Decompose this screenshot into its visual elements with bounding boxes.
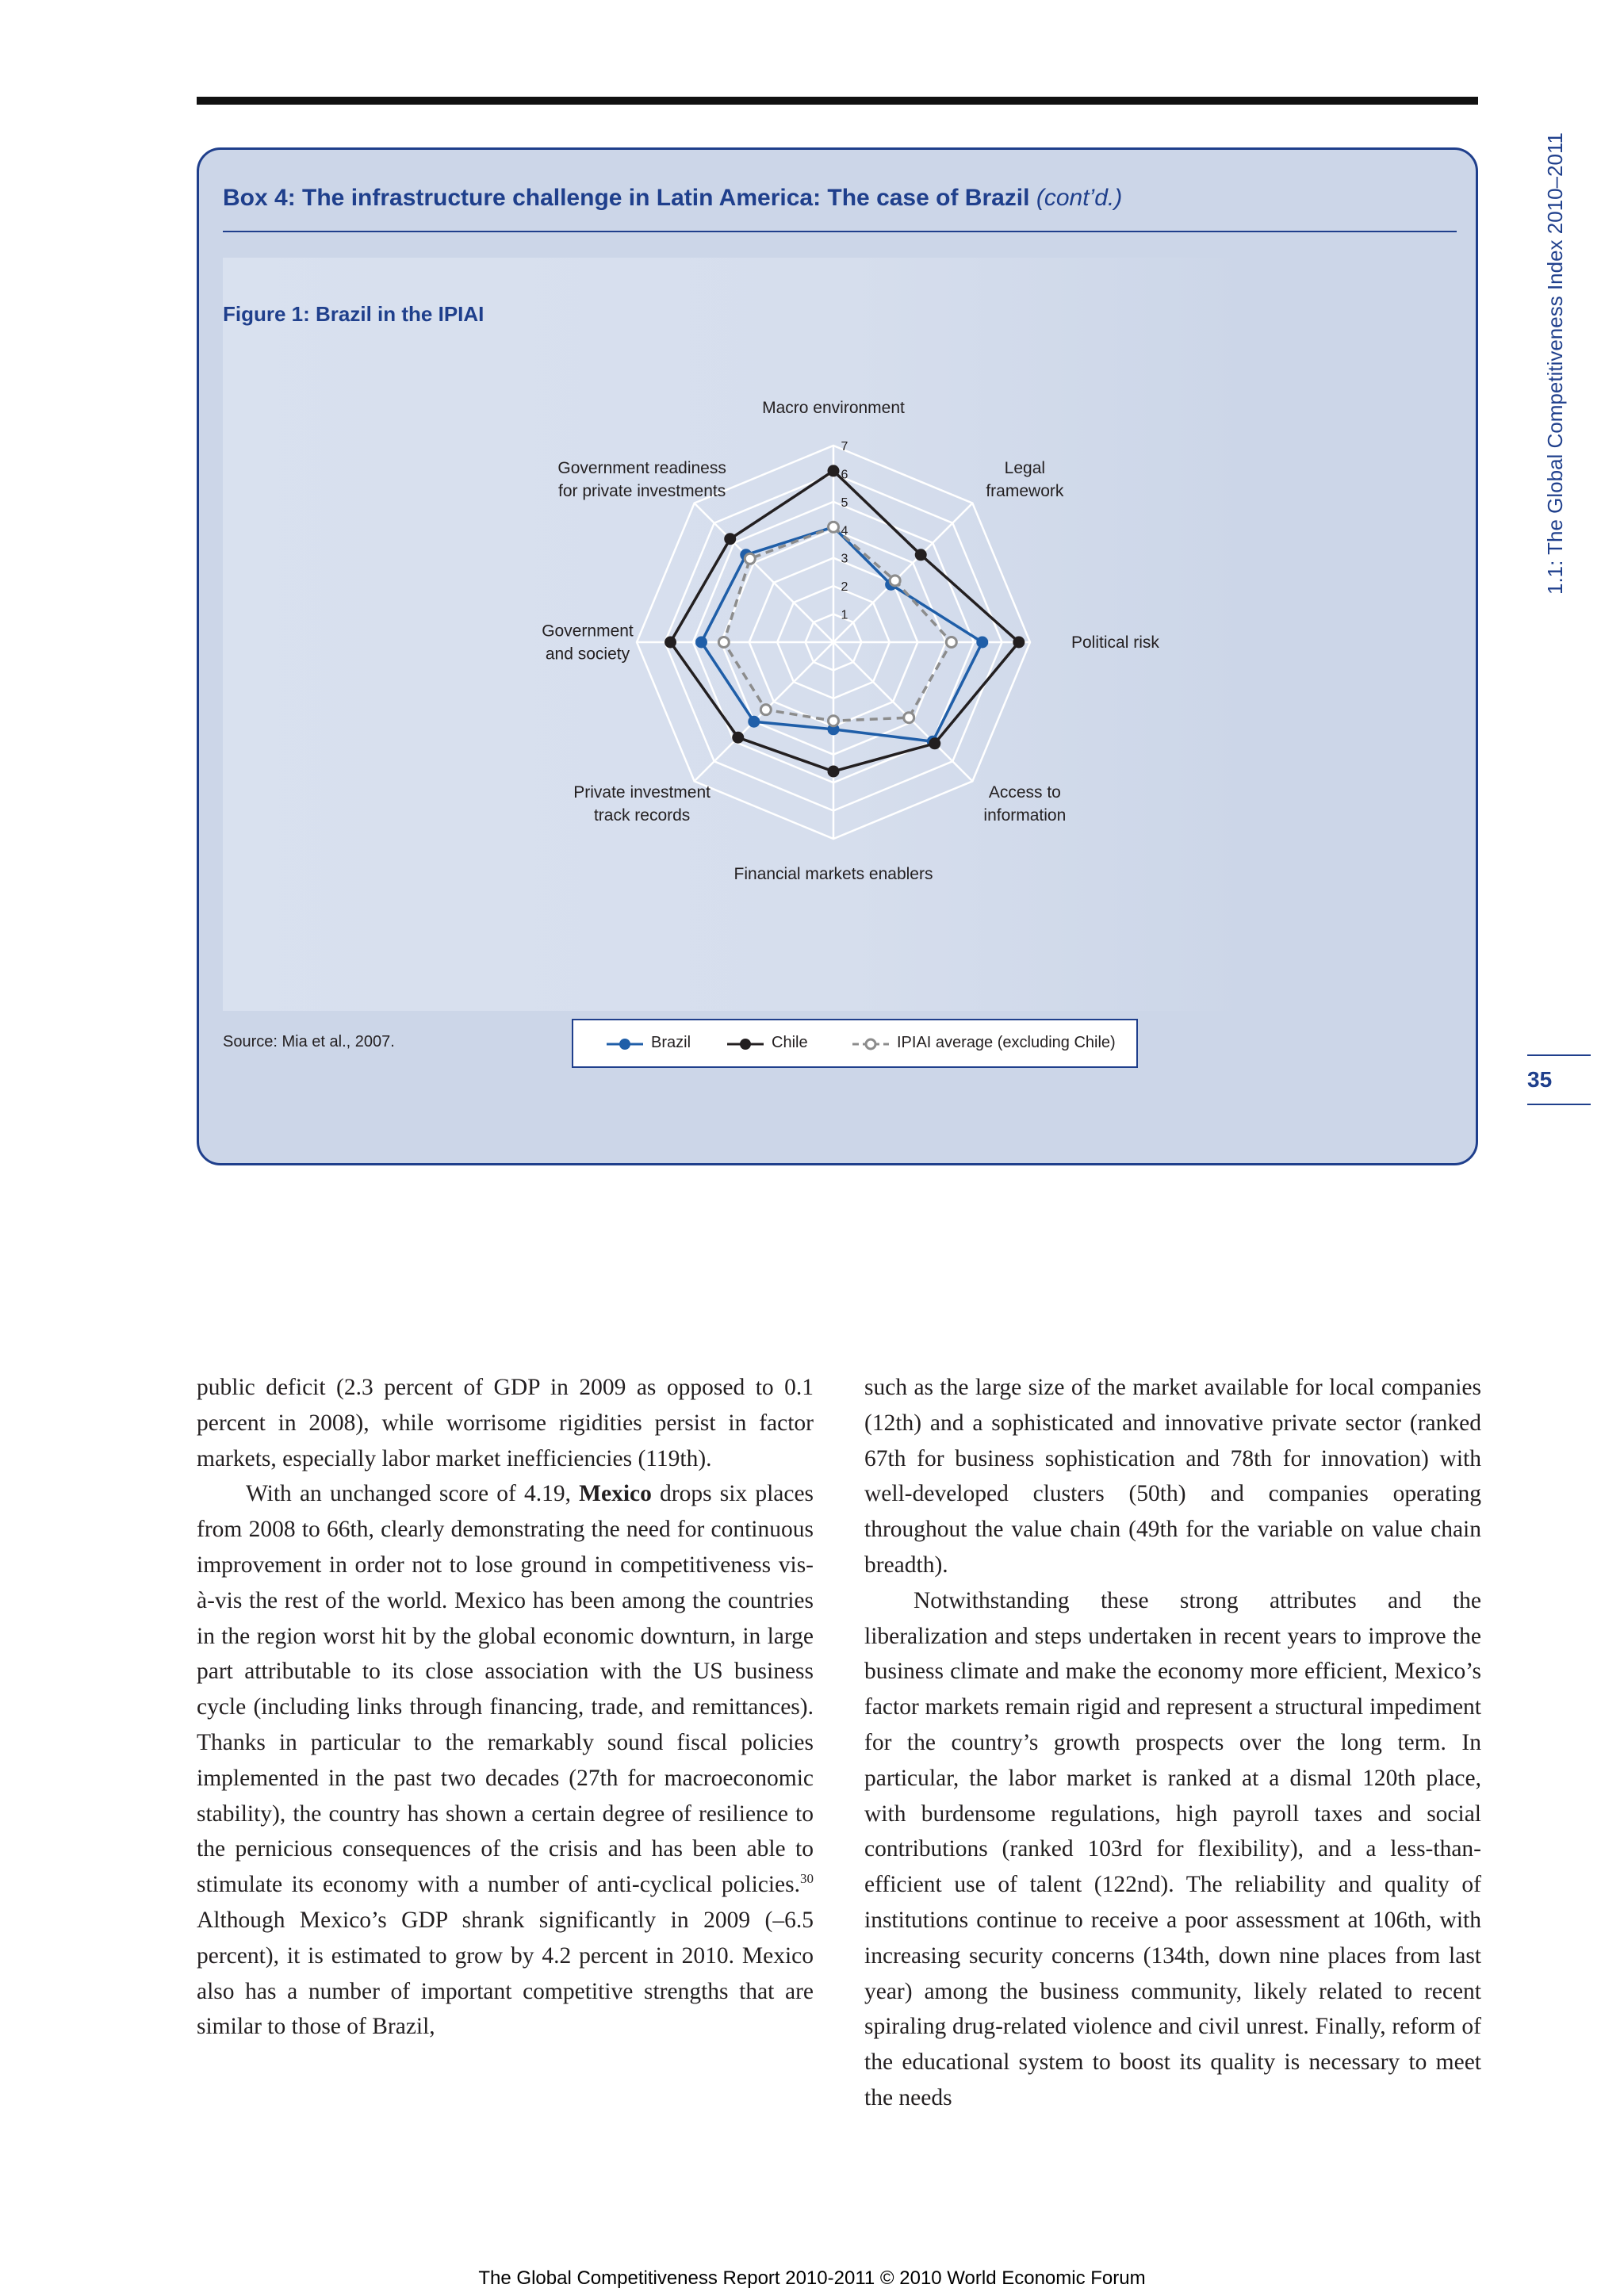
tick-label: 6 [841,468,848,482]
axis-label: Macro environment [762,399,905,417]
box-title-suffix: (cont’d.) [1036,185,1123,211]
data-point [695,637,707,649]
tick-label: 3 [841,552,848,566]
legend-label-ipiai-average: IPIAI average (excluding Chile) [897,1034,1116,1051]
axis-label: Legal [1004,459,1046,478]
axis-label: Government [542,622,634,641]
page-number: 35 [1527,1067,1553,1092]
chart-legend [572,1019,1138,1068]
axis-label: Financial markets enablers [733,865,933,883]
axis-label: information [983,806,1067,825]
axis-label: Private investment [573,783,711,802]
data-point [1013,637,1025,649]
top-rule [197,97,1478,105]
legend-swatch-ipiai-average [851,1035,891,1053]
page-number-rule-top [1527,1054,1591,1056]
paragraph-mexico-tail: drops [660,1481,712,1507]
paragraph: Notwithstanding these strong attributes and the liberalization and steps undertaken in recent years to improve the business climate and make the economy more efficient, Mexico’s factor markets remain rigid and represent a structural impediment for the country’s growth prospects over the long term. In particular, the labor market is ranked at a dismal 120th place, with burdensome regulations, high payroll taxes and social contributions (ranked 103rd for flexibility), and a less-than-efficient use of talent (122nd). The reliability and quality of institutions continue to receive a poor assessment at 106th, with increasing security concerns (134th, down nine places from last year) among the business community, likely related to recent spiraling drug-related violence and civil unrest. Finally, reform of the educational system to boost its quality is necessary to meet the needs [864,1587,1481,2110]
paragraph: public deficit (2.3 percent of GDP in 2009 as opposed to 0.1 percent in 2008), while worrisome rigidities persist in factor markets, especially labor market inefficiencies (119th). [197,1375,814,1471]
data-point [904,713,914,723]
data-point [946,637,956,648]
data-point [929,737,940,749]
tick-label: 4 [841,524,848,538]
paragraph-mexico-end: Although Mexico’s GDP shrank significantly in 2009 (–6.5 percent), it is estimated to grow by 4.2 percent in 2010. Mexico also has a number of important competitive strengths that are similar to those of Brazil, [197,1907,814,2040]
paragraph: such as the large size of the market available for local companies (12th) and a sophisticated and innovative private sector (ranked 67th for business sophistication and 78th for innovation) with well-developed clusters (50th) and companies operating throughout the value chain (49th for the variable on value chain breadth). [864,1375,1481,1578]
axis-label: and society [545,645,630,664]
data-point [732,732,744,744]
paragraph-mexico-lead: With an unchanged score of 4.19, [246,1481,571,1507]
data-point [748,716,760,728]
radar-chart [223,258,1254,1011]
data-point [724,533,736,545]
data-point [665,637,676,649]
tick-label: 1 [841,608,848,622]
page-number-rule-bottom [1527,1104,1591,1105]
paragraph-mexico-body: six places from 2008 to 66th, clearly demonstrating the need for continuous improvement in order not to lose ground in competitiveness vis-à-vis the rest of the world. Mexico has been among the countries in the region worst hit by the global economic downturn, in large part attributable to its close association with the US business cycle (including links through financing, trade, and remittances). Thanks in particular to the remarkably sound fiscal policies implemented in the past two decades (27th for macroeconomic stability), the country has shown a certain degree of resilience to the pernicious consequences of the crisis and has been able to stimulate its economy with a number of anti-cyclical policies. [197,1481,814,1898]
data-point [915,549,927,561]
box-4-panel [197,147,1478,1165]
footnote-ref: 30 [800,1871,814,1887]
axis-label: framework [986,482,1064,501]
grid-spoke [695,503,833,642]
data-point [828,465,840,476]
legend-swatch-brazil [605,1035,645,1053]
grid-spoke [833,642,972,781]
paragraph-mexico [197,1476,814,2045]
box-title-text: Box 4: The infrastructure challenge in Latin America: The case of Brazil [223,185,1030,211]
axis-label: Government readiness [557,459,726,478]
body-column-left [197,1370,814,2045]
axis-label: Access to [988,783,1061,802]
axis-label: for private investments [558,482,726,501]
country-name-mexico: Mexico [579,1481,652,1507]
figure-title: Figure 1: Brazil in the IPIAI [223,302,485,326]
tick-label: 7 [841,440,848,453]
data-point [976,637,988,649]
data-point [718,637,729,648]
data-point [829,716,839,726]
body-column-right [864,1370,1481,2116]
legend-label-brazil: Brazil [651,1034,691,1051]
data-point [760,705,771,715]
axis-label: track records [593,806,691,825]
page-footer: The Global Competitiveness Report 2010-2011 © 2010 World Economic Forum [478,2267,1146,2289]
data-point [828,765,840,777]
box-title [223,185,1457,232]
data-point [829,522,839,532]
running-title: 1.1: The Global Competitiveness Index 2010–2011 [1543,132,1567,595]
tick-label: 5 [841,496,848,510]
legend-swatch-chile [726,1035,765,1053]
data-point [745,553,755,564]
legend-label-chile: Chile [772,1034,808,1051]
figure-source: Source: Mia et al., 2007. [223,1033,395,1050]
data-point [890,576,900,586]
axis-label: Political risk [1071,633,1159,652]
tick-label: 2 [841,580,848,595]
